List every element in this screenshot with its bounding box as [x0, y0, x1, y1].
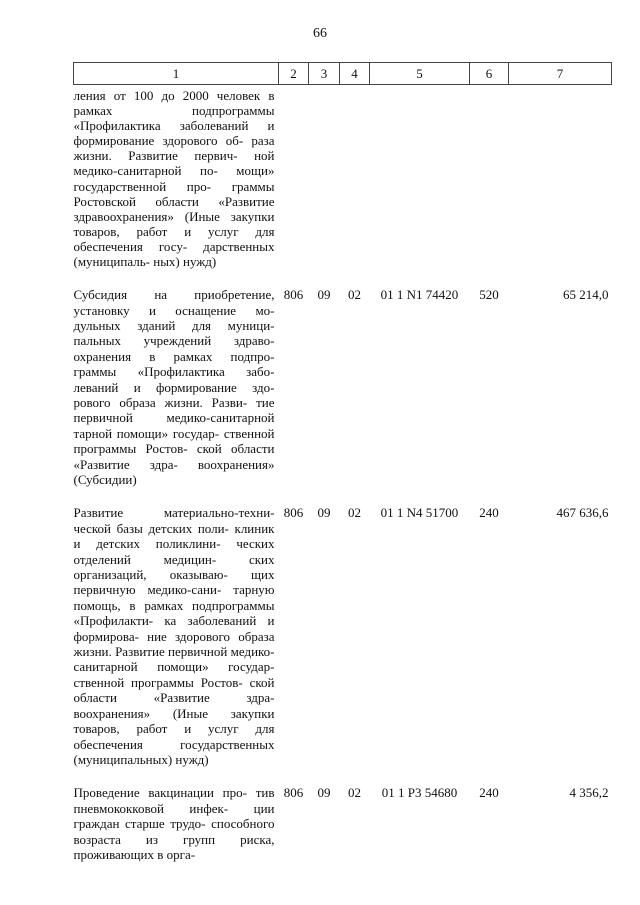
- description-line: Проведение вакцинации про-: [73, 785, 247, 801]
- cell-ministry-code: 806: [283, 785, 304, 801]
- cell-subsection-code: [340, 85, 370, 288]
- column-header-1: 1: [74, 63, 279, 85]
- row-description: [74, 85, 279, 288]
- description-line: раза жизни. Развитие первич-: [73, 133, 275, 164]
- description-line: Развитие первичной медико-: [115, 644, 275, 660]
- description-line: воохранения» (Субсидии): [73, 456, 275, 487]
- description-line: ческих отделений медицин-: [73, 536, 275, 567]
- description-line: ние здорового образа жизни.: [73, 628, 275, 660]
- description-line: пальных учреждений здраво-: [73, 333, 275, 349]
- description-line: «Профилактика заболеваний и: [73, 118, 275, 134]
- description-line: способного возраста из групп: [73, 816, 275, 847]
- cell-target-article: 01 1 N4 51700: [380, 505, 459, 521]
- header-row: [74, 63, 612, 85]
- cell-target-article: 01 1 Р3 54680: [381, 785, 458, 801]
- description-line: товаров, работ и услуг для: [73, 721, 275, 737]
- cell-amount: 467 636,6: [556, 505, 609, 521]
- cell-section-code: 09: [317, 287, 331, 303]
- cell-expense-type: 520: [479, 287, 499, 303]
- table-row: [74, 287, 612, 505]
- column-header-3: 3: [309, 63, 340, 85]
- description-line: охранения в рамках подпро-: [73, 348, 275, 364]
- description-line: граммы Ростовской области: [73, 178, 275, 209]
- cell-ministry-code: 806: [283, 287, 304, 303]
- cell-expense-type: 240: [479, 505, 499, 521]
- row-description: [74, 505, 279, 785]
- description-line: (Иные закупки товаров, работ: [73, 208, 275, 239]
- description-line: ления от 100 до 2000 человек: [73, 88, 261, 103]
- row-description: [74, 785, 279, 880]
- description-line: тие первичной медико-санитарной: [73, 394, 275, 426]
- description-line: Субсидия на приобретение,: [73, 287, 275, 303]
- description-line: тарную помощь, в рамках: [73, 582, 275, 613]
- column-header-6: 6: [470, 63, 509, 85]
- cell-ministry-code: [279, 85, 309, 288]
- description-line: ственной программы Ростов-: [73, 425, 275, 457]
- budget-table: [73, 62, 612, 880]
- cell-amount: 65 214,0: [563, 287, 609, 303]
- cell-subsection-code: 02: [348, 505, 361, 521]
- column-header-7: 7: [509, 63, 612, 85]
- page-number: 66: [313, 26, 327, 41]
- cell-subsection-code: 02: [348, 287, 361, 303]
- description-line: формирование здорового об-: [73, 133, 244, 149]
- description-line: мощи» государственной про-: [73, 163, 275, 194]
- description-line: подпрограммы «Профилакти-: [73, 597, 275, 629]
- cell-subsection-code: 02: [348, 785, 361, 801]
- description-line: леваний и формирование здо-: [73, 379, 275, 395]
- description-line: риска, проживающих в орга-: [73, 831, 275, 862]
- description-line: дульных зданий для муници-: [73, 317, 275, 333]
- description-line: воохранения» (Иные закупки: [73, 705, 275, 721]
- description-line: ции граждан старше трудо-: [73, 800, 275, 832]
- cell-target-article: 01 1 N1 74420: [380, 287, 459, 303]
- description-line: рового образа жизни. Разви-: [73, 394, 248, 410]
- cell-section-code: 09: [317, 785, 331, 801]
- column-header-4: 4: [340, 63, 370, 85]
- description-line: «Развитие здравоохранения»: [73, 193, 275, 224]
- description-line: тарной помощи» государ-: [73, 425, 220, 441]
- cell-target-article: [370, 85, 470, 288]
- description-line: установку и оснащение мо-: [73, 302, 275, 318]
- description-line: обеспечения государственных: [73, 736, 275, 752]
- description-line: тив пневмококковой инфек-: [73, 785, 275, 816]
- table-row: [74, 505, 612, 785]
- table-row: [74, 785, 612, 880]
- cell-expense-type: [470, 85, 509, 288]
- description-line: дарственных (муниципаль-: [73, 238, 275, 270]
- description-line: санитарной помощи» государ-: [73, 659, 275, 675]
- description-line: ской области «Развитие здра-: [73, 441, 275, 472]
- cell-expense-type: 240: [479, 785, 499, 801]
- cell-section-code: [309, 85, 340, 288]
- description-line: ских организаций, оказываю-: [73, 551, 275, 583]
- row-description: [74, 287, 279, 505]
- description-line: граммы «Профилактика забо-: [73, 364, 275, 380]
- description-line: и услуг для обеспечения госу-: [73, 223, 275, 254]
- description-line: в рамках подпрограммы: [73, 88, 275, 119]
- table-row: [74, 85, 612, 288]
- column-header-2: 2: [279, 63, 309, 85]
- description-line: ка заболеваний и формирова-: [73, 613, 275, 644]
- description-line: (муниципальных) нужд): [73, 751, 209, 767]
- description-line: ственной программы Ростов-: [73, 674, 243, 690]
- cell-amount: 4 356,2: [569, 785, 609, 801]
- description-line: щих первичную медико-сани-: [73, 567, 275, 598]
- cell-amount: [509, 85, 612, 288]
- description-line: ской области «Развитие здра-: [73, 674, 275, 706]
- cell-ministry-code: 806: [283, 505, 304, 521]
- description-line: клиник и детских поликлини-: [73, 520, 275, 552]
- cell-section-code: 09: [317, 505, 331, 521]
- description-line: ной медико-санитарной по-: [73, 148, 275, 179]
- description-line: ных) нужд): [153, 254, 217, 270]
- column-header-5: 5: [370, 63, 470, 85]
- description-line: Развитие материально-техни-: [73, 505, 275, 521]
- description-line: ческой базы детских поли-: [73, 520, 229, 536]
